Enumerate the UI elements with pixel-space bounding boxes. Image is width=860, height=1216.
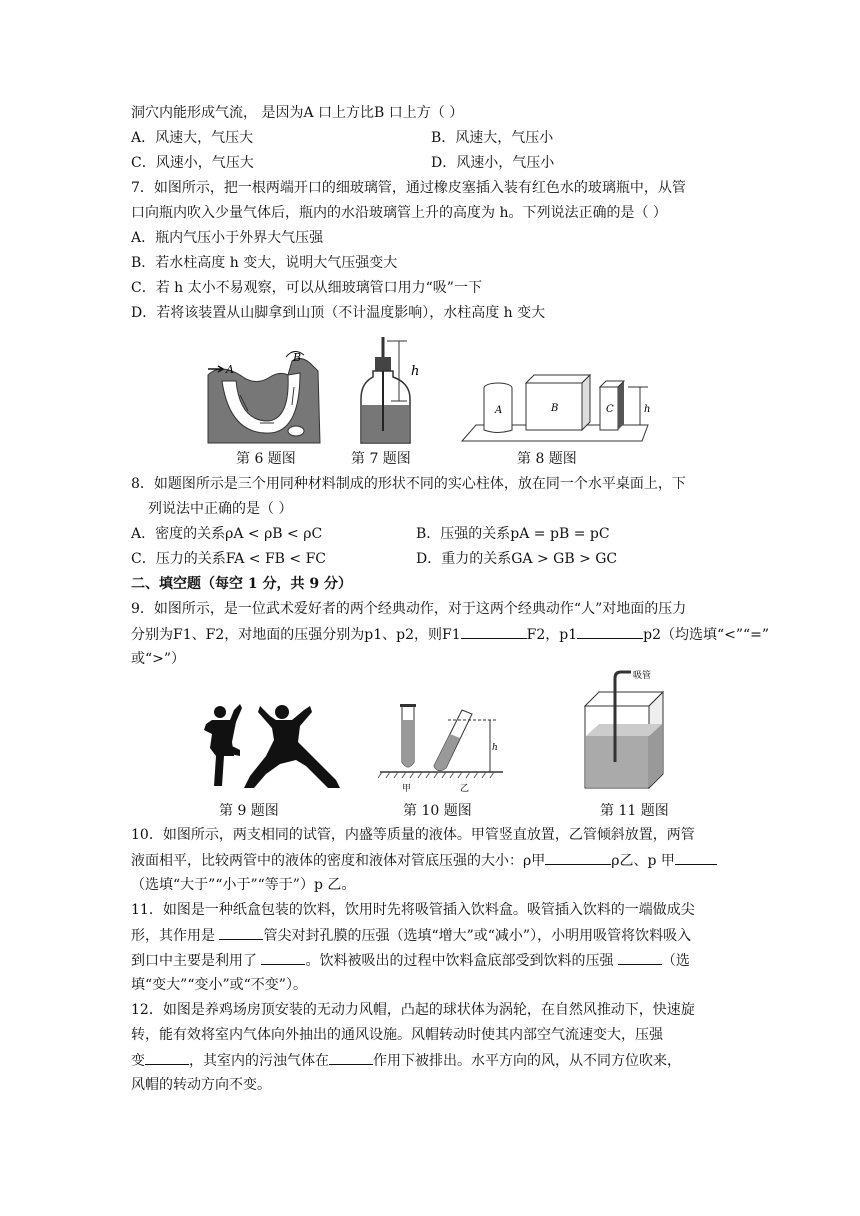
q6-option-a: A．风速大，气压大 <box>131 130 254 146</box>
q9-line2-part1: 分别为F1、F2，对地面的压强分别为p1、p2，则F1 <box>131 627 461 643</box>
fig6-label-a: A <box>226 363 234 376</box>
q8-option-a: A．密度的关系ρA < ρB < ρC <box>131 526 323 542</box>
fig7-label-h: h <box>411 364 420 379</box>
fig10-label-yi: 乙 <box>460 784 470 792</box>
q10-stem-line1: 10．如图所示，两支相同的试管，内盛等质量的液体。甲管竖直放置，乙管倾斜放置，两管 <box>131 827 695 843</box>
fig8-label-h: h <box>644 404 651 415</box>
q11-blank-3[interactable] <box>618 950 662 965</box>
q11-stem-line2 <box>131 925 691 946</box>
q12-line3-part3: 作用下被排出。水平方向的风，从不同方位吹来， <box>373 1053 681 1069</box>
fig10-label-h: h <box>492 743 498 753</box>
figure-8-caption: 第 8 题图 <box>517 451 577 467</box>
figure-7-bottle <box>355 335 430 450</box>
figure-10-caption: 第 10 题图 <box>403 803 472 819</box>
fig8-label-b: B <box>551 403 559 414</box>
fig6-label-b: B <box>293 351 302 364</box>
q12-blank-1[interactable] <box>145 1050 189 1065</box>
figure-7-caption: 第 7 题图 <box>351 451 411 467</box>
q12-blank-2[interactable] <box>329 1050 373 1065</box>
q9-blank-2[interactable] <box>577 624 643 639</box>
fig8-label-c: C <box>606 404 614 415</box>
q10-line2-part2: ρ乙、p 甲 <box>611 853 675 869</box>
q11-blank-1[interactable] <box>219 925 263 940</box>
q10-blank-2[interactable] <box>675 850 717 865</box>
figure-9-martial-artist <box>200 700 342 792</box>
q7-stem-line1: 7．如图所示，把一根两端开口的细玻璃管，通过橡皮塞插入装有红色水的玻璃瓶中，从管 <box>131 180 686 196</box>
q7-option-d: D．若将该装置从山脚拿到山顶（不计温度影响），水柱高度 h 变大 <box>131 305 546 321</box>
figure-10-test-tubes <box>378 700 508 792</box>
q8-stem-line2: 列说法中正确的是（ ） <box>148 501 293 517</box>
q9-blank-1[interactable] <box>461 624 527 639</box>
q9-stem-line3: 或“>”） <box>131 651 186 667</box>
q11-stem-line3 <box>131 950 690 971</box>
q7-stem-line2: 口向瓶内吹入少量气体后，瓶内的水沿玻璃管上升的高度为 h。下列说法正确的是（ ） <box>131 205 667 221</box>
q11-stem-line4: 填“变大”“变小”或“不变”）。 <box>131 977 307 993</box>
q11-line3-part3: （选 <box>661 953 690 969</box>
q12-stem-line2: 转，能有效将室内气体向外抽出的通风设施。风帽转动时使其内部空气流速变大，压强 <box>131 1027 663 1043</box>
fig8-label-a: A <box>495 405 503 416</box>
figure-11-caption: 第 11 题图 <box>600 803 669 819</box>
q12-stem-line3 <box>131 1050 681 1071</box>
q11-line3-part1: 到口中主要是利用了 <box>131 953 262 969</box>
q10-stem-line2 <box>131 850 717 871</box>
q12-stem-line4: 风帽的转动方向不变。 <box>131 1077 271 1093</box>
q6-stem: 洞穴内能形成气流， 是因为A 口上方比B 口上方（ ） <box>131 105 464 121</box>
q11-line2-part1: 形，其作用是 <box>131 928 220 944</box>
q10-line2-part1: 液面相平，比较两管中的液体的密度和液体对管底压强的大小：ρ甲 <box>131 853 546 869</box>
q9-line2-part2: F2，p1 <box>526 627 578 643</box>
q7-option-b: B．若水柱高度 h 变大，说明大气压强变大 <box>131 255 398 271</box>
q8-option-c: C．压力的关系FA < FB < FC <box>131 551 327 567</box>
q6-option-d: D．风速小，气压小 <box>431 155 555 171</box>
q7-option-a: A．瓶内气压小于外界大气压强 <box>131 230 324 246</box>
q8-stem-line1: 8．如题图所示是三个用同种材料制成的形状不同的实心柱体，放在同一个水平桌面上，下 <box>131 476 686 492</box>
q8-option-b: B．压强的关系pA = pB = pC <box>416 526 610 542</box>
figure-9-caption: 第 9 题图 <box>219 803 279 819</box>
q10-stem-line3: （选填“大于”“小于”“等于”）p 乙。 <box>131 877 356 893</box>
q6-option-c: C．风速小，气压大 <box>131 155 254 171</box>
fig10-label-jia: 甲 <box>402 784 412 792</box>
q6-option-b: B．风速大，气压小 <box>431 130 554 146</box>
figure-11-drink-carton <box>575 670 675 792</box>
fig11-label-straw: 吸管 <box>633 671 652 681</box>
q10-blank-1[interactable] <box>545 850 611 865</box>
q7-option-c: C．若 h 太小不易观察，可以从细玻璃管口用力“吸”一下 <box>131 280 482 296</box>
q8-option-d: D．重力的关系GA > GB > GC <box>416 551 618 567</box>
q12-line3-part1: 变 <box>131 1053 145 1069</box>
q11-stem-line1: 11．如图是一种纸盒包装的饮料，饮用时先将吸管插入饮料盒。吸管插入饮料的一端做成尖 <box>131 902 695 918</box>
q12-line3-part2: ，其室内的污浊气体在 <box>189 1053 329 1069</box>
q9-stem-line1: 9．如图所示，是一位武术爱好者的两个经典动作，对于这两个经典动作“人”对地面的压力 <box>131 601 687 617</box>
q9-stem-line2 <box>131 624 769 645</box>
section-2-heading: 二、填空题（每空 1 分，共 9 分） <box>131 576 352 592</box>
figure-6-caption: 第 6 题图 <box>236 451 296 467</box>
q9-line2-part3: p2（均选填“<”“=” <box>643 627 770 643</box>
q11-blank-2[interactable] <box>261 950 305 965</box>
q11-line3-part2: 。饮料被吸出的过程中饮料盒底部受到饮料的压强 <box>305 953 618 969</box>
figure-8-solids <box>458 365 658 445</box>
q11-line2-part2: 管尖对封孔膜的压强（选填“增大”或“减小”），小明用吸管将饮料吸入 <box>263 928 692 944</box>
q12-stem-line1: 12．如图是养鸡场房顶安装的无动力风帽，凸起的球状体为涡轮，在自然风推动下，快速旋 <box>131 1002 695 1018</box>
figure-6-cave <box>200 345 325 447</box>
